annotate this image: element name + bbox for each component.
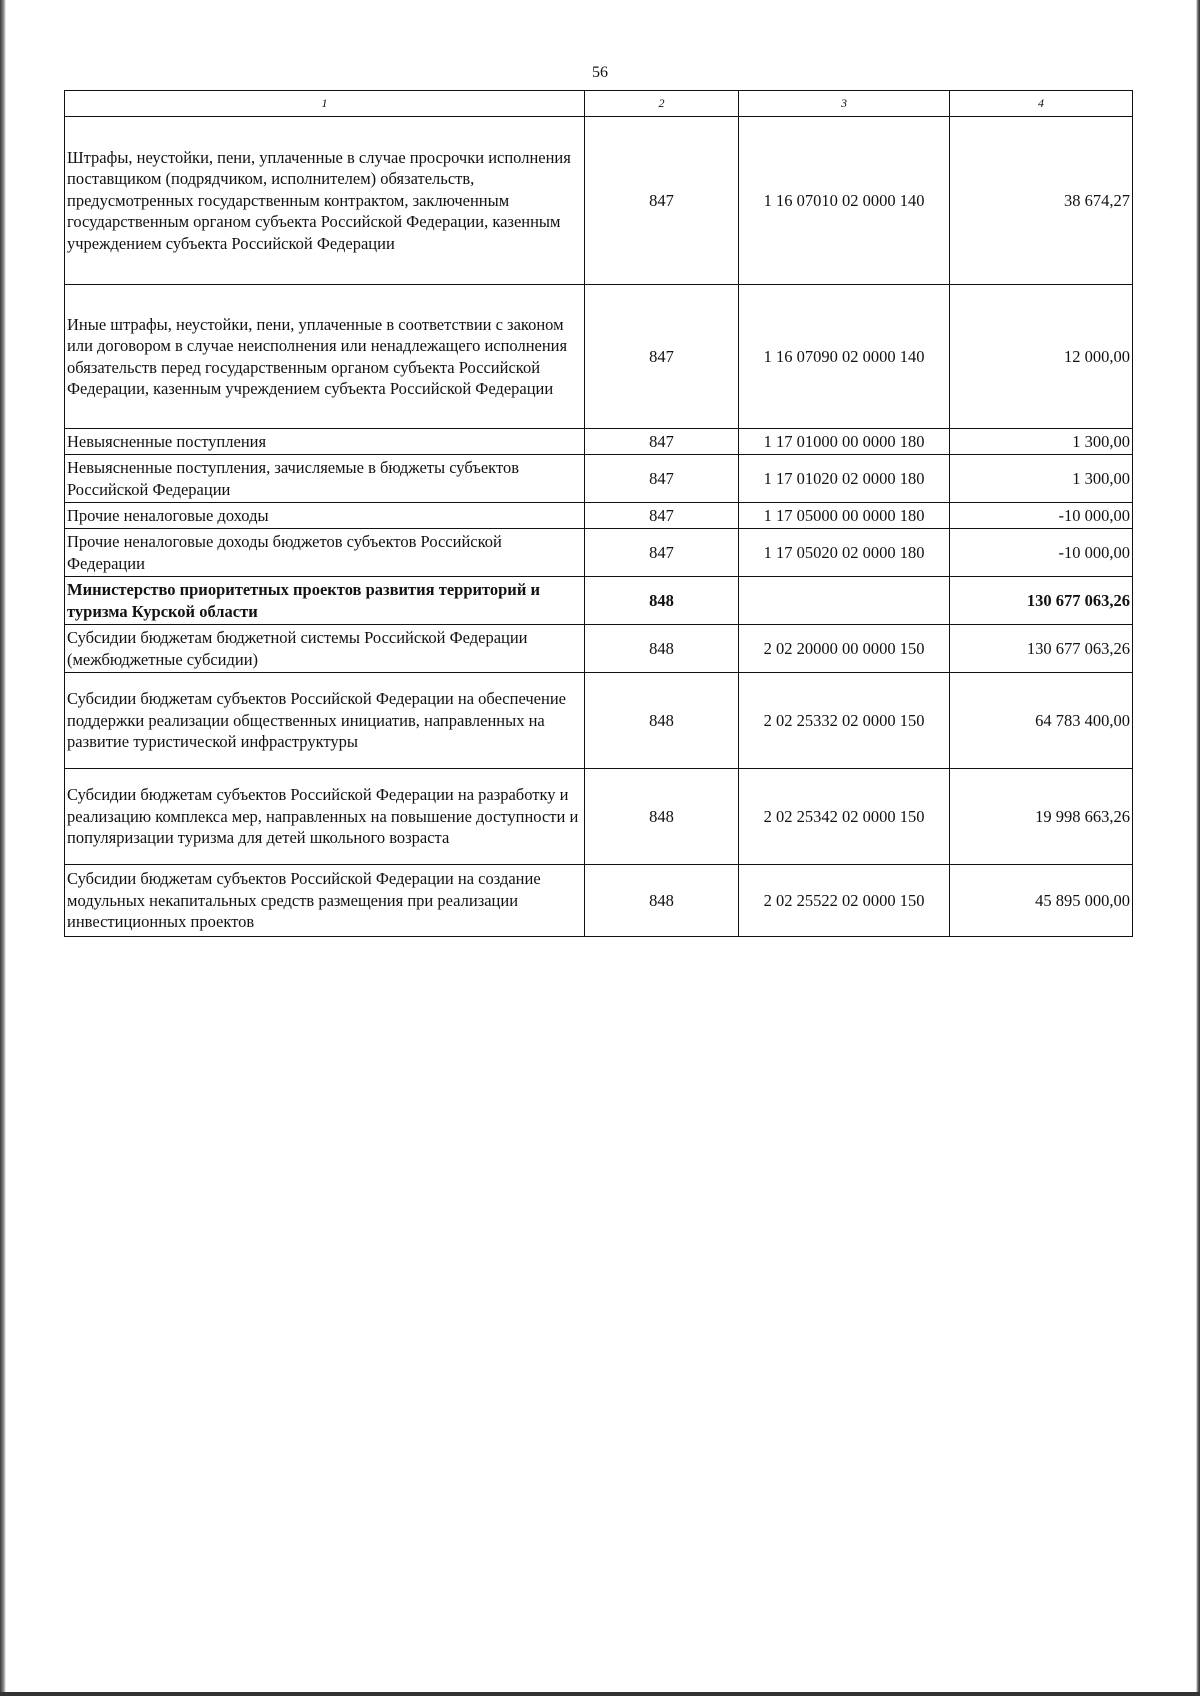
row-name: Субсидии бюджетам бюджетной системы Российской Федерации (межбюджетные субсидии) [65, 625, 585, 673]
table-row [65, 285, 1133, 429]
row-admin-code: 848 [585, 673, 739, 769]
row-name: Министерство приоритетных проектов развития территорий и туризма Курской области [65, 577, 585, 625]
row-amount: -10 000,00 [950, 529, 1133, 577]
header-col-2: 2 [585, 91, 739, 117]
row-budget-code: 1 17 01020 02 0000 180 [739, 455, 950, 503]
row-amount: 19 998 663,26 [950, 769, 1133, 865]
row-admin-code: 847 [585, 285, 739, 429]
row-admin-code: 847 [585, 429, 739, 455]
row-name: Субсидии бюджетам субъектов Российской Федерации на создание модульных некапитальных средств размещения при реализации инвестиционных проектов [65, 865, 585, 937]
row-admin-code: 848 [585, 865, 739, 937]
table-row [65, 529, 1133, 577]
row-name: Субсидии бюджетам субъектов Российской Федерации на обеспечение поддержки реализации общественных инициатив, направленных на развитие туристической инфраструктуры [65, 673, 585, 769]
table-row [65, 117, 1133, 285]
row-name: Иные штрафы, неустойки, пени, уплаченные в соответствии с законом или договором в случае неисполнения или ненадлежащего исполнения обязательств перед государственным органом субъекта Российской Федерации, казенным учреждением субъекта Российской Федерации [65, 285, 585, 429]
scan-edge-bottom [0, 1692, 1200, 1696]
row-budget-code: 2 02 25522 02 0000 150 [739, 865, 950, 937]
row-name: Штрафы, неустойки, пени, уплаченные в случае просрочки исполнения поставщиком (подрядчиком, исполнителем) обязательств, предусмотренных государственным контрактом, заключенным государственным органом субъекта Российской Федерации, казенным учреждением субъекта Российской Федерации [65, 117, 585, 285]
header-col-1: 1 [65, 91, 585, 117]
row-admin-code: 848 [585, 577, 739, 625]
row-amount: 45 895 000,00 [950, 865, 1133, 937]
row-amount: -10 000,00 [950, 503, 1133, 529]
table-row [65, 625, 1133, 673]
row-amount: 12 000,00 [950, 285, 1133, 429]
row-name: Прочие неналоговые доходы [65, 503, 585, 529]
header-col-3: 3 [739, 91, 950, 117]
scan-edge-right [1196, 0, 1200, 1696]
table-row [65, 455, 1133, 503]
scan-edge-left [0, 0, 6, 1696]
header-col-4: 4 [950, 91, 1133, 117]
table-row [65, 429, 1133, 455]
page-number: 56 [592, 64, 608, 81]
table-row [65, 865, 1133, 937]
row-budget-code: 2 02 25332 02 0000 150 [739, 673, 950, 769]
row-budget-code: 2 02 25342 02 0000 150 [739, 769, 950, 865]
row-amount: 38 674,27 [950, 117, 1133, 285]
row-admin-code: 847 [585, 503, 739, 529]
row-amount: 130 677 063,26 [950, 625, 1133, 673]
row-budget-code: 1 16 07090 02 0000 140 [739, 285, 950, 429]
row-amount: 1 300,00 [950, 455, 1133, 503]
table-row-ministry-total [65, 577, 1133, 625]
row-admin-code: 847 [585, 455, 739, 503]
budget-table [64, 90, 1133, 937]
row-admin-code: 848 [585, 625, 739, 673]
row-budget-code: 1 17 05000 00 0000 180 [739, 503, 950, 529]
row-name: Невыясненные поступления [65, 429, 585, 455]
row-name: Прочие неналоговые доходы бюджетов субъектов Российской Федерации [65, 529, 585, 577]
table-row [65, 673, 1133, 769]
row-budget-code: 2 02 20000 00 0000 150 [739, 625, 950, 673]
row-budget-code: 1 17 01000 00 0000 180 [739, 429, 950, 455]
row-budget-code: 1 16 07010 02 0000 140 [739, 117, 950, 285]
row-budget-code: 1 17 05020 02 0000 180 [739, 529, 950, 577]
table-row [65, 503, 1133, 529]
row-admin-code: 847 [585, 117, 739, 285]
table-row [65, 769, 1133, 865]
row-name: Субсидии бюджетам субъектов Российской Федерации на разработку и реализацию комплекса мер, направленных на повышение доступности и популяризации туризма для детей школьного возраста [65, 769, 585, 865]
row-amount: 64 783 400,00 [950, 673, 1133, 769]
row-budget-code [739, 577, 950, 625]
row-admin-code: 848 [585, 769, 739, 865]
table-header-row [65, 91, 1133, 117]
row-amount: 1 300,00 [950, 429, 1133, 455]
row-admin-code: 847 [585, 529, 739, 577]
row-amount: 130 677 063,26 [950, 577, 1133, 625]
row-name: Невыясненные поступления, зачисляемые в бюджеты субъектов Российской Федерации [65, 455, 585, 503]
